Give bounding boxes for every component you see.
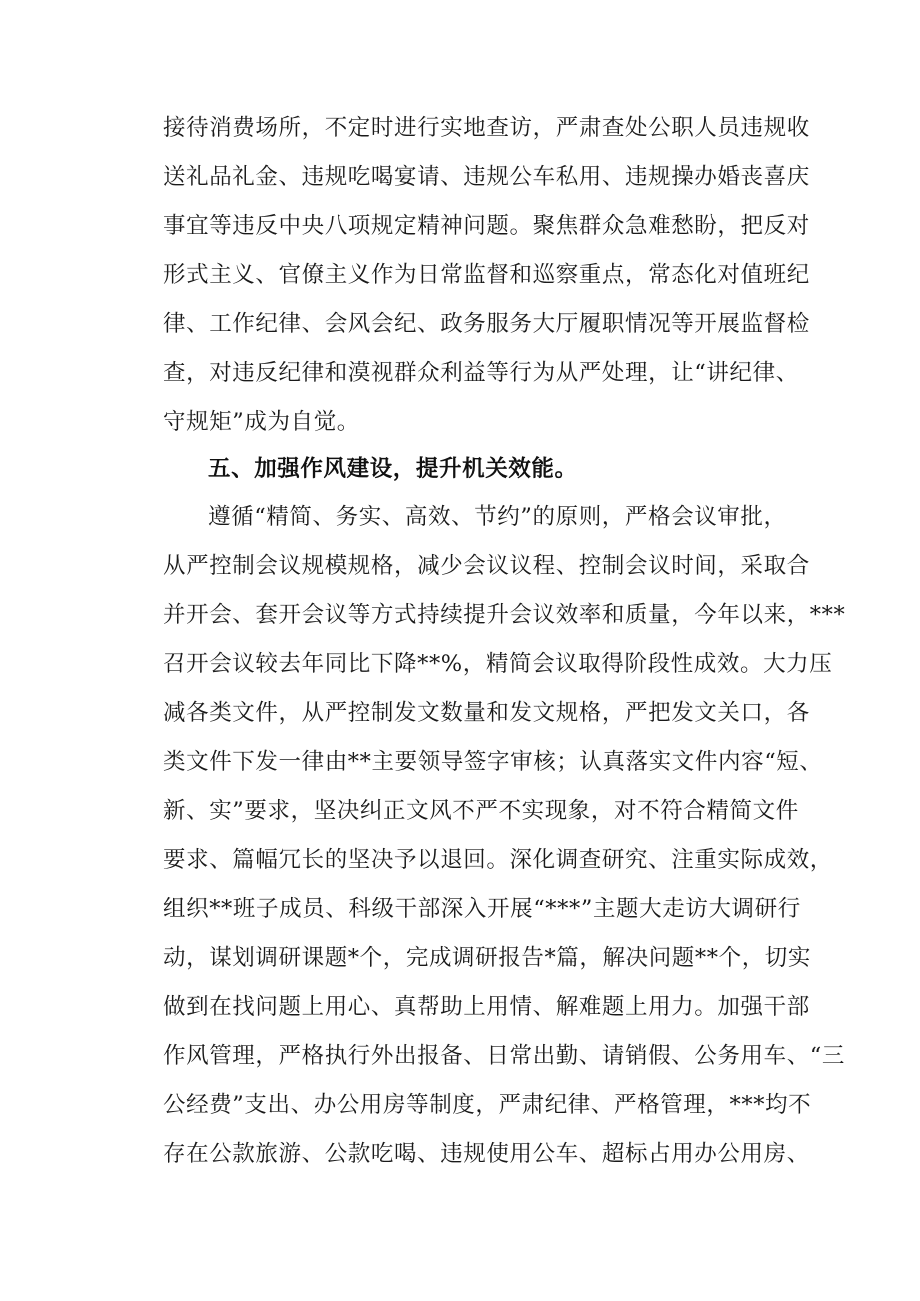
body-line: 从严控制会议规模规格，减少会议议程、控制会议时间，采取合 (163, 553, 810, 579)
body-line: 形式主义、官僚主义作为日常监督和巡察重点，常态化对值班纪 (163, 262, 810, 288)
body-line: 遵循“精简、务实、高效、节约”的原则，严格会议审批， (208, 504, 787, 530)
body-line: 做到在找问题上用心、真帮助上用情、解难题上用力。加强干部 (163, 994, 810, 1020)
body-line: 类文件下发一律由**主要领导签字审核；认真落实文件内容“短、 (163, 749, 823, 775)
body-line: 动，谋划调研课题*个，完成调研报告*篇，解决问题**个，切实 (163, 945, 812, 971)
body-line: 新、实”要求，坚决纠正文风不严不实现象，对不符合精简文件 (163, 798, 799, 824)
body-line: 作风管理，严格执行外出报备、日常出勤、请销假、公务用车、“三 (163, 1043, 846, 1069)
body-line: 组织**班子成员、科级干部深入开展“***”主题大走访大调研行 (163, 896, 801, 922)
body-line: 减各类文件，从严控制发文数量和发文规格，严把发文关口，各 (163, 700, 810, 726)
body-line: 查，对违反纪律和漠视群众利益等行为从严处理，让“讲纪律、 (163, 360, 799, 386)
body-line: 公经费”支出、办公用房等制度，严肃纪律、严格管理，***均不 (163, 1092, 812, 1118)
body-line: 存在公款旅游、公款吃喝、违规使用公车、超标占用办公用房、 (163, 1141, 810, 1167)
body-line: 事宜等违反中央八项规定精神问题。聚焦群众急难愁盼，把反对 (163, 213, 810, 239)
body-line: 要求、篇幅冗长的坚决予以退回。深化调查研究、注重实际成效， (163, 847, 833, 873)
body-line: 召开会议较去年同比下降**%，精简会议取得阶段性成效。大力压 (163, 651, 833, 677)
body-line: 律、工作纪律、会风会纪、政务服务大厅履职情况等开展监督检 (163, 311, 810, 337)
body-line: 守规矩”成为自觉。 (163, 409, 360, 435)
body-line: 接待消费场所，不定时进行实地查访，严肃查处公职人员违规收 (163, 115, 810, 141)
section-heading: 五、加强作风建设，提升机关效能。 (208, 456, 578, 482)
body-line: 并开会、套开会议等方式持续提升会议效率和质量，今年以来，*** (163, 602, 846, 628)
body-line: 送礼品礼金、违规吃喝宴请、违规公车私用、违规操办婚丧喜庆 (163, 164, 810, 190)
